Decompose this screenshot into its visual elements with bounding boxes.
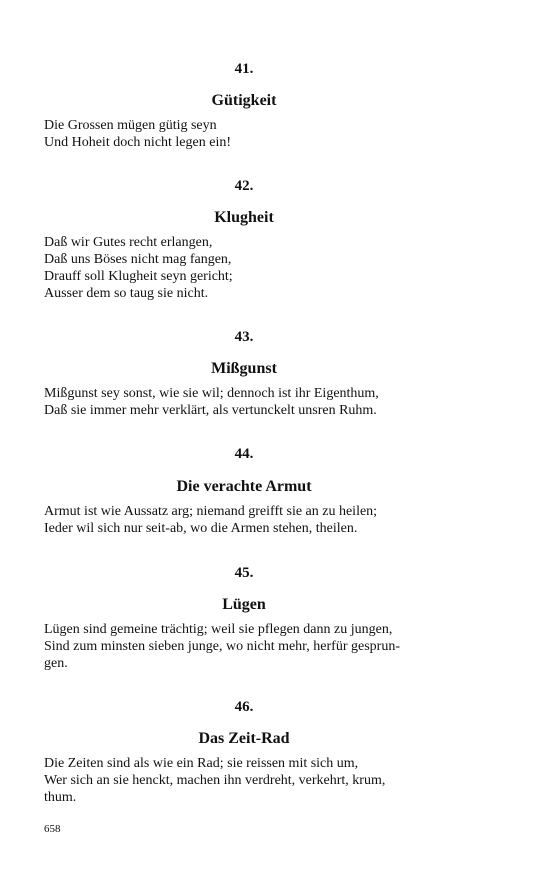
poem-title: Gütigkeit: [211, 92, 277, 109]
poem-title: Das Zeit-Rad: [198, 730, 290, 747]
poem-line: Sind zum minsten sieben junge, wo nicht mehr, herfür gesprun-: [44, 639, 400, 654]
poem-line: Daß sie immer mehr verklärt, als vertunckelt unsren Ruhm.: [44, 403, 377, 418]
poem-line: Die Zeiten sind als wie ein Rad; sie reissen mit sich um,: [44, 756, 359, 771]
poem-text: [44, 234, 444, 302]
poem-title: Mißgunst: [211, 360, 277, 377]
poem-42: [44, 177, 444, 302]
poem-line: Drauff soll Klugheit seyn gericht;: [44, 269, 233, 284]
poem-text: [44, 385, 444, 419]
poem-line: Daß wir Gutes recht erlangen,: [44, 235, 213, 250]
page-number: 658: [44, 823, 61, 835]
poem-title: Klugheit: [214, 209, 274, 226]
poem-text: [44, 117, 444, 151]
poem-line: Armut ist wie Aussatz arg; niemand greifft sie an zu heilen;: [44, 504, 378, 519]
poem-text: [44, 621, 444, 672]
poem-number: 43.: [234, 329, 254, 345]
poem-number: 42.: [234, 178, 254, 194]
poem-number: 44.: [234, 446, 254, 462]
poem-line: Und Hoheit doch nicht legen ein!: [44, 135, 232, 150]
poem-title: Lügen: [222, 596, 266, 613]
poem-line: Ausser dem so taug sie nicht.: [44, 286, 209, 301]
poem-line: thum.: [44, 790, 77, 805]
poem-45: [44, 564, 444, 672]
poem-number: 45.: [234, 565, 254, 581]
poem-41: [44, 60, 444, 151]
poem-text: [44, 755, 444, 806]
poem-46: [44, 698, 444, 806]
poem-line: gen.: [44, 656, 68, 671]
poem-number: 41.: [234, 61, 254, 77]
poem-number: 46.: [234, 699, 254, 715]
poem-line: Die Grossen mügen gütig seyn: [44, 118, 217, 133]
poem-line: Ieder wil sich nur seit-ab, wo die Armen stehen, theilen.: [44, 521, 358, 536]
poem-line: Wer sich an sie henckt, machen ihn verdreht, verkehrt, krum,: [44, 773, 386, 788]
poem-title: Die verachte Armut: [176, 478, 312, 495]
poem-line: Mißgunst sey sonst, wie sie wil; dennoch ist ihr Eigenthum,: [44, 386, 379, 401]
poem-43: [44, 328, 444, 419]
poem-line: Daß uns Böses nicht mag fangen,: [44, 252, 232, 267]
poem-line: Lügen sind gemeine trächtig; weil sie pflegen dann zu jungen,: [44, 622, 393, 637]
poem-text: [44, 503, 444, 537]
poem-44: [44, 445, 444, 537]
